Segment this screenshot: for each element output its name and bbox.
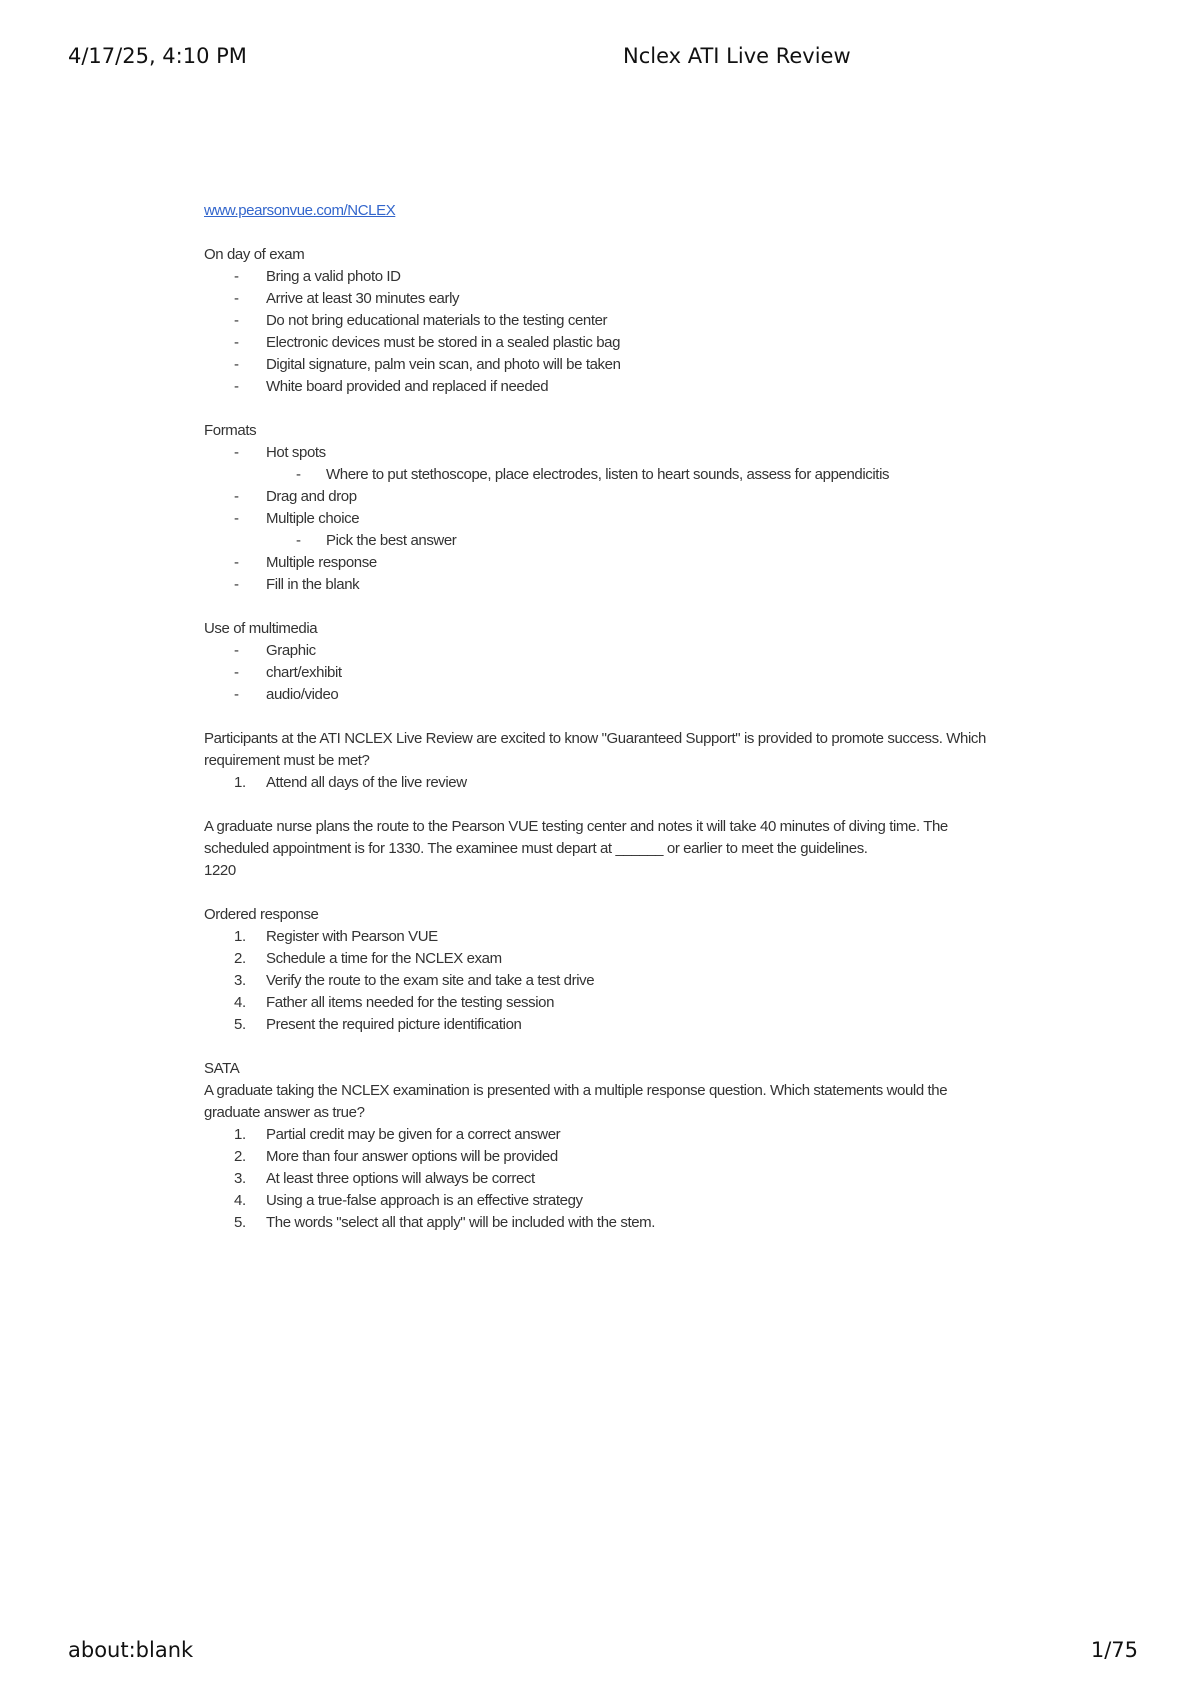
answer-text: 1220 xyxy=(204,862,236,879)
pearsonvue-link[interactable]: www.pearsonvue.com/NCLEX xyxy=(204,202,396,219)
list-item: 1. Register with Pearson VUE xyxy=(234,928,438,945)
list-item: 1. Partial credit may be given for a correct answer xyxy=(234,1126,561,1143)
question-support-section xyxy=(204,728,1004,794)
multimedia-list xyxy=(204,640,1004,706)
list-item: 3. Verify the route to the exam site and take a test drive xyxy=(234,972,595,989)
list-item: 3. At least three options will always be correct xyxy=(234,1170,535,1187)
list-item: - Electronic devices must be stored in a sealed plastic bag xyxy=(234,334,621,351)
list-item: 5. Present the required picture identification xyxy=(234,1016,522,1033)
document-title: Nclex ATI Live Review xyxy=(623,44,851,68)
multimedia-section xyxy=(204,618,1004,706)
question-text: Participants at the ATI NCLEX Live Review are excited to know "Guaranteed Support" is provided to promote success. Which requirement must be met? xyxy=(204,730,986,769)
sata-list xyxy=(204,1124,1004,1234)
exam-day-heading: On day of exam xyxy=(204,246,305,263)
document-body xyxy=(204,200,1004,1256)
list-item: 2. More than four answer options will be provided xyxy=(234,1148,558,1165)
sata-heading: SATA xyxy=(204,1060,240,1077)
list-item: - Multiple response xyxy=(234,554,377,571)
print-header xyxy=(68,44,1138,72)
exam-day-list xyxy=(204,266,1004,398)
print-datetime: 4/17/25, 4:10 PM xyxy=(68,44,247,68)
exam-day-section xyxy=(204,244,1004,398)
page-url: about:blank xyxy=(68,1638,194,1662)
answer-list xyxy=(204,772,1004,794)
list-item: - Digital signature, palm vein scan, and photo will be taken xyxy=(234,356,621,373)
sub-list-item: - Pick the best answer xyxy=(296,532,457,549)
list-item: 4. Using a true-false approach is an effective strategy xyxy=(234,1192,583,1209)
page-number: 1/75 xyxy=(1090,1638,1138,1662)
ordered-heading: Ordered response xyxy=(204,906,319,923)
list-item: - chart/exhibit xyxy=(234,664,342,681)
ordered-list xyxy=(204,926,1004,1036)
question-departure-section xyxy=(204,816,1004,882)
list-item: 4. Father all items needed for the testing session xyxy=(234,994,555,1011)
list-item: - audio/video xyxy=(234,686,339,703)
list-item: - Arrive at least 30 minutes early xyxy=(234,290,460,307)
list-item: 1. Attend all days of the live review xyxy=(234,774,467,791)
multimedia-heading: Use of multimedia xyxy=(204,620,318,637)
list-item: - Bring a valid photo ID xyxy=(234,268,401,285)
list-item: - Hot spots xyxy=(234,444,326,461)
sub-list-item: - Where to put stethoscope, place electrodes, listen to heart sounds, assess for appendicitis xyxy=(296,466,890,483)
formats-section xyxy=(204,420,1004,596)
print-footer xyxy=(68,1638,1138,1666)
ordered-response-section xyxy=(204,904,1004,1036)
question-text: A graduate nurse plans the route to the Pearson VUE testing center and notes it will take 40 minutes of diving time. The scheduled appointment is for 1330. The examinee must depart at ______ or earlier to meet the guidelines. xyxy=(204,818,948,857)
list-item: - Graphic xyxy=(234,642,316,659)
sata-section xyxy=(204,1058,1004,1234)
list-item: - Drag and drop xyxy=(234,488,357,505)
list-item: - Multiple choice xyxy=(234,510,360,527)
list-item: - Do not bring educational materials to the testing center xyxy=(234,312,608,329)
link-section xyxy=(204,200,1004,222)
list-item: - Fill in the blank xyxy=(234,576,360,593)
formats-heading: Formats xyxy=(204,422,257,439)
list-item: 2. Schedule a time for the NCLEX exam xyxy=(234,950,502,967)
list-item: - White board provided and replaced if needed xyxy=(234,378,549,395)
list-item: 5. The words "select all that apply" will be included with the stem. xyxy=(234,1214,656,1231)
formats-list xyxy=(204,442,1004,596)
question-text: A graduate taking the NCLEX examination is presented with a multiple response question. Which statements would the graduate answer as true? xyxy=(204,1082,948,1121)
